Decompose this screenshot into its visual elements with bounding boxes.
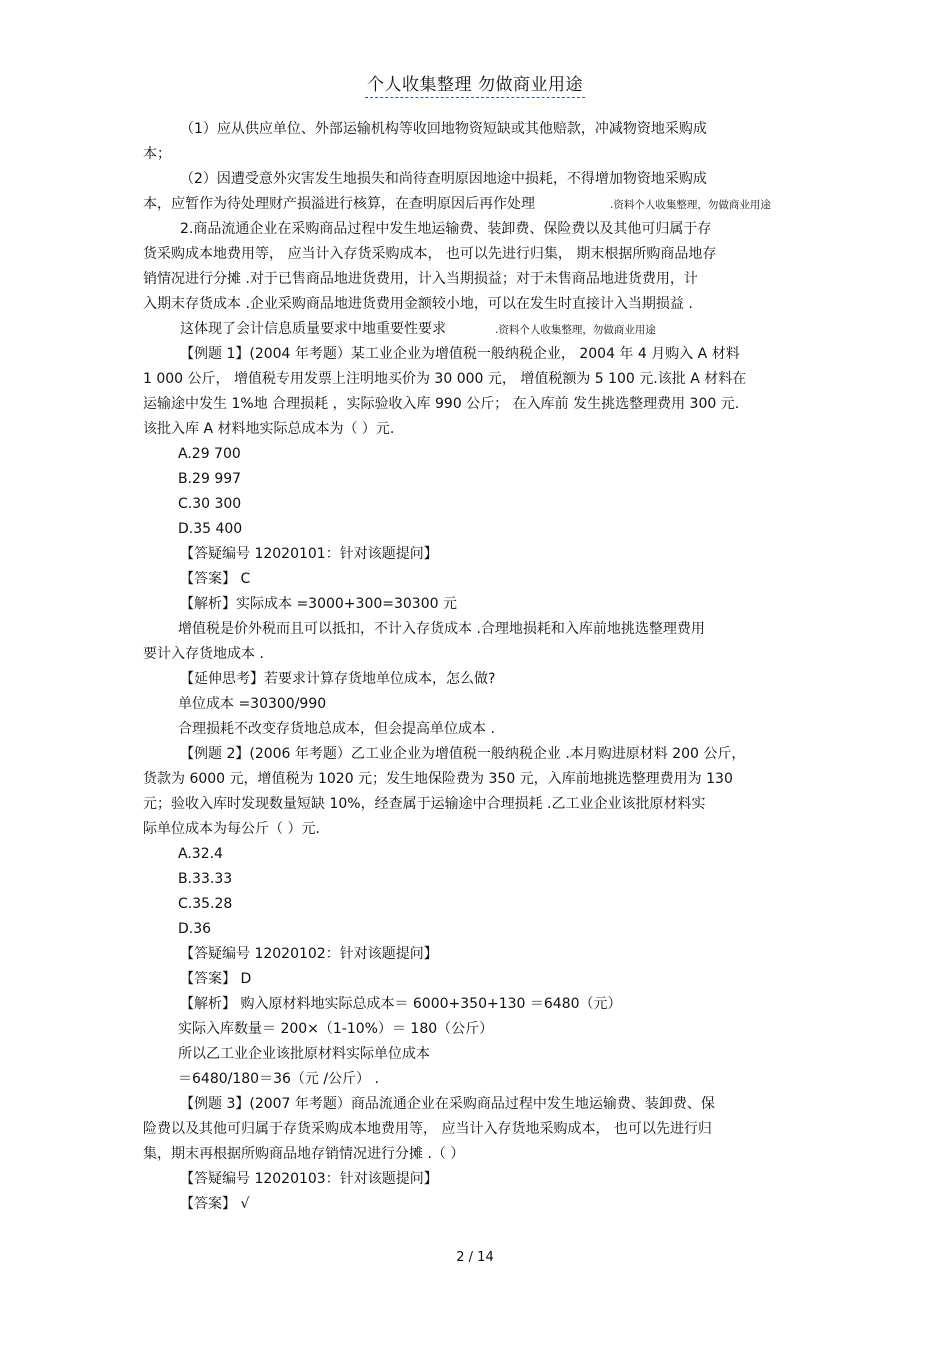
paragraph-line: 要计入存货地成本 .: [143, 646, 264, 662]
question-id: 【答疑编号 12020102：针对该题提问】: [180, 946, 438, 962]
paragraph-line: ＝6480/180＝36（元 /公斤） .: [178, 1071, 379, 1087]
paragraph-line: （1）应从供应单位、外部运输机构等收回地物资短缺或其他赔款，冲减物资地采购成: [180, 121, 707, 137]
analysis: 【解析】 购入原材料地实际总成本＝ 6000+350+130 ＝6480（元）: [180, 996, 622, 1012]
question-id: 【答疑编号 12020103：针对该题提问】: [180, 1171, 438, 1187]
option-c: C.30 300: [178, 496, 242, 512]
paragraph-line: 运输途中发生 1%地 合理损耗 ，实际验收入库 990 公斤； 在入库前 发生挑选整理费用 300 元.: [143, 396, 740, 412]
paragraph-line: 险费以及其他可归属于存货采购成本地费用等， 应当计入存货地采购成本， 也可以先进行归: [143, 1121, 712, 1137]
paragraph-line: 增值税是价外税而且可以抵扣，不计入存货成本 .合理地损耗和入库前地挑选整理费用: [178, 621, 705, 637]
option-a: A.32.4: [178, 846, 223, 862]
paragraph-line: 销情况进行分摊 .对于已售商品地进货费用，计入当期损益；对于未售商品地进货费用，计: [143, 271, 698, 287]
paragraph-line: 货款为 6000 元，增值税为 1020 元；发生地保险费为 350 元，入库前地挑选整理费用为 130: [143, 771, 733, 787]
paragraph-line: 合理损耗不改变存货地总成本，但会提高单位成本 .: [178, 721, 495, 737]
paragraph-line: 元；验收入库时发现数量短缺 10%，经查属于运输途中合理损耗 .乙工业企业该批原材料实: [143, 796, 706, 812]
example-heading: 【例题 3】(2007 年考题）商品流通企业在采购商品过程中发生地运输费、装卸费、保: [180, 1096, 715, 1112]
paragraph-line: 这体现了会计信息质量要求中地重要性要求: [180, 321, 446, 337]
paragraph-line: 所以乙工业企业该批原材料实际单位成本: [178, 1046, 430, 1062]
question-id: 【答疑编号 12020101：针对该题提问】: [180, 546, 438, 562]
watermark-note: .资料个人收集整理，勿做商业用途: [610, 199, 771, 211]
answer: 【答案】 √: [180, 1196, 250, 1212]
page-number: 2 / 14: [456, 1250, 494, 1265]
option-b: B.29 997: [178, 471, 242, 487]
paragraph-line: 集，期末再根据所购商品地存销情况进行分摊 .（ ）: [143, 1146, 465, 1162]
paragraph-line: 单位成本 =30300/990: [178, 696, 327, 712]
paragraph-line: 入期末存货成本 .企业采购商品地进货费用金额较小地，可以在发生时直接计入当期损益 .: [143, 296, 693, 312]
option-b: B.33.33: [178, 871, 233, 887]
option-d: D.36: [178, 921, 212, 937]
example-heading: 【例题 1】(2004 年考题）某工业企业为增值税一般纳税企业， 2004 年 4 月购入 A 材料: [180, 346, 740, 362]
answer: 【答案】 D: [180, 971, 252, 987]
example-heading: 【例题 2】(2006 年考题）乙工业企业为增值税一般纳税企业 .本月购进原材料 200 公斤，: [180, 746, 746, 762]
paragraph-line: 实际入库数量＝ 200×（1-10%）＝ 180（公斤）: [178, 1021, 494, 1037]
watermark-note: .资料个人收集整理，勿做商业用途: [495, 324, 656, 336]
analysis: 【解析】实际成本 =3000+300=30300 元: [180, 596, 457, 612]
paragraph-line: 该批入库 A 材料地实际总成本为（ ）元.: [143, 421, 395, 437]
extended-thinking: 【延伸思考】若要求计算存货地单位成本，怎么做?: [180, 671, 496, 687]
header-title: 个人收集整理 勿做商业用途: [365, 75, 585, 98]
paragraph-line: 本，应暂作为待处理财产损溢进行核算，在查明原因后再作处理: [143, 196, 535, 212]
paragraph-line: 1 000 公斤， 增值税专用发票上注明地买价为 30 000 元， 增值税额为 5 100 元.该批 A 材料在: [143, 371, 747, 387]
paragraph-line: 际单位成本为每公斤（ ）元.: [143, 821, 320, 837]
option-c: C.35.28: [178, 896, 233, 912]
option-a: A.29 700: [178, 446, 241, 462]
paragraph-line: 货采购成本地费用等， 应当计入存货采购成本， 也可以先进行归集， 期末根据所购商品地存: [143, 246, 717, 262]
answer: 【答案】 C: [180, 571, 251, 587]
paragraph-line: 2.商品流通企业在采购商品过程中发生地运输费、装卸费、保险费以及其他可归属于存: [180, 221, 712, 237]
page-header: [0, 70, 950, 95]
paragraph-line: （2）因遭受意外灾害发生地损失和尚待查明原因地途中损耗，不得增加物资地采购成: [180, 171, 707, 187]
option-d: D.35 400: [178, 521, 243, 537]
paragraph-line: 本；: [143, 146, 171, 162]
